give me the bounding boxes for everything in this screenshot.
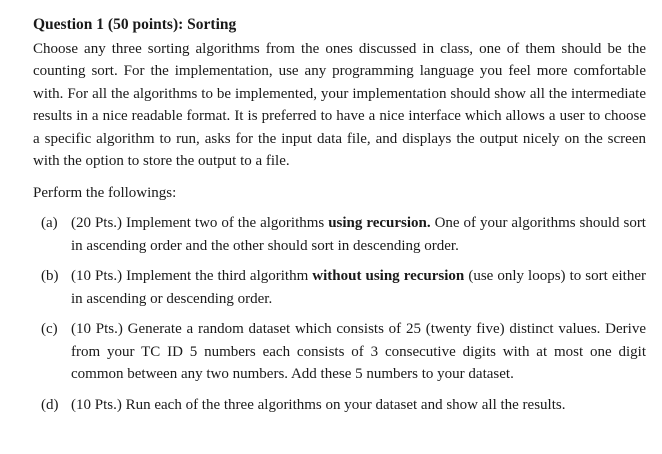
task-text-a-bold: using recursion.	[328, 215, 431, 231]
task-label-a: (a)	[41, 215, 58, 231]
task-item-b	[33, 265, 646, 310]
task-text-c: (10 Pts.) Generate a random dataset which consists of 25 (twenty five) distinct values. Derive from your TC ID 5 numbers each consists of 3 consecutive digits with at most one digit common between any two numbers. Add these 5 numbers to your dataset.	[71, 321, 646, 382]
question-intro: Choose any three sorting algorithms from the ones discussed in class, one of them should be the counting sort. For the implementation, use any programming language you feel more comfortable with. For all the algorithms to be implemented, your implementation should show all the intermediate results in a nice readable format. It is preferred to have a nice interface which allows a user to choose a specific algorithm to run, asks for the input data file, and displays the output nicely on the screen with the option to store the output to a file.	[33, 40, 646, 169]
task-label-b: (b)	[41, 268, 59, 284]
task-text-a-before: (20 Pts.) Implement two of the algorithms	[71, 215, 329, 231]
task-item-c	[33, 318, 646, 386]
perform-heading: Perform the followings:	[33, 184, 177, 201]
task-text-b-after: (use only loops) to sort either in ascending or descending order.	[71, 268, 646, 307]
task-label-d: (d)	[41, 396, 59, 413]
task-item-a	[33, 212, 646, 257]
task-text-b	[71, 265, 646, 310]
task-text-a-after: One of your algorithms should sort in ascending order and the other should sort in descending order.	[71, 215, 646, 254]
question-title: Question 1 (50 points): Sorting	[33, 16, 237, 33]
task-text-d: (10 Pts.) Run each of the three algorithms on your dataset and show all the results.	[71, 396, 566, 413]
task-text-b-bold: without using recursion	[312, 268, 465, 284]
task-list	[33, 212, 646, 416]
task-label-c: (c)	[41, 321, 58, 337]
task-text-b-before: (10 Pts.) Implement the third algorithm	[71, 268, 313, 284]
task-text-a	[71, 212, 646, 257]
task-item-d	[33, 394, 646, 417]
